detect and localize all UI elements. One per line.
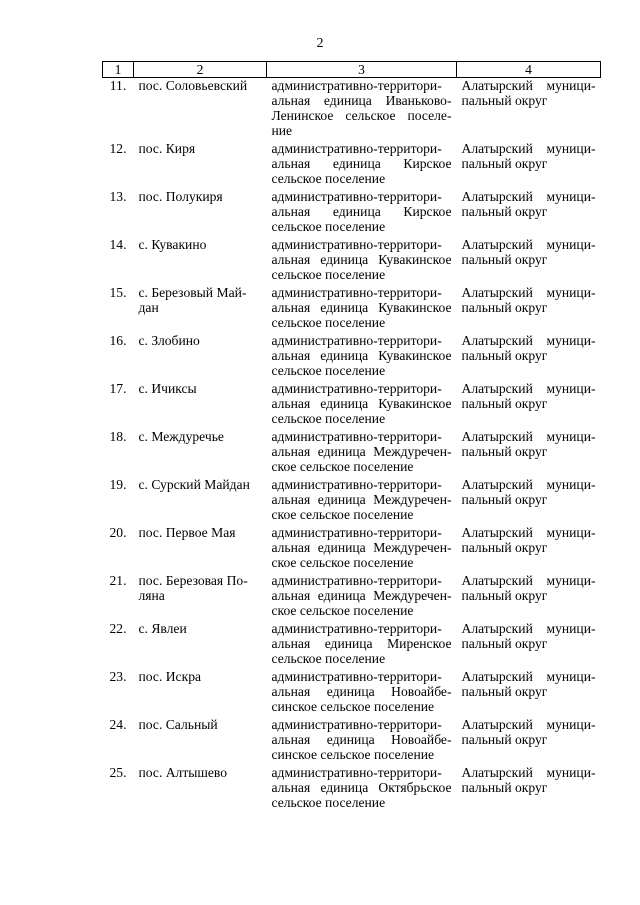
row-number: 15.: [109, 284, 127, 300]
row-number: 23.: [109, 668, 127, 684]
administrative-unit: административно-территори-альная единица Новоайбе-синское сельское поселение: [271, 668, 452, 714]
table-row: [103, 477, 601, 525]
table-row: [103, 525, 601, 573]
row-number: 18.: [109, 428, 127, 444]
table-row: [103, 333, 601, 381]
table-row: [103, 78, 601, 141]
administrative-unit: административно-территори-альная единица Кувакинское сельское поселение: [271, 236, 452, 282]
table-body: [103, 78, 601, 813]
row-number: 22.: [109, 620, 127, 636]
municipal-district: Алатырский муници-пальный округ: [461, 524, 596, 555]
municipal-district: Алатырский муници-пальный округ: [461, 572, 596, 603]
row-number: 14.: [109, 236, 127, 252]
settlement-name: пос. Сальный: [138, 716, 218, 732]
municipal-district: Алатырский муници-пальный округ: [461, 284, 596, 315]
settlement-name: с. Злобино: [138, 332, 200, 348]
administrative-unit: административно-территори-альная единица Октябрьское сельское поселение: [271, 764, 452, 810]
page-number: 2: [316, 36, 324, 51]
administrative-unit: административно-территори-альная единица Кувакинское сельское поселение: [271, 284, 452, 330]
municipal-district: Алатырский муници-пальный округ: [461, 380, 596, 411]
header-cell-2: 2: [134, 62, 267, 78]
settlement-name: пос. Полукиря: [138, 188, 223, 204]
settlement-name: пос. Первое Мая: [138, 524, 236, 540]
table-row: [103, 189, 601, 237]
municipal-district: Алатырский муници-пальный округ: [461, 236, 596, 267]
administrative-unit: административно-территори-альная единица Кирское сельское поселение: [271, 140, 452, 186]
municipal-district: Алатырский муници-пальный округ: [461, 140, 596, 171]
settlement-name: с. Ичиксы: [138, 380, 197, 396]
row-number: 19.: [109, 476, 127, 492]
settlement-name: с. Березовый Май-дан: [138, 284, 247, 315]
settlement-name: пос. Березовая По-ляна: [138, 572, 248, 603]
table-row: [103, 669, 601, 717]
row-number: 11.: [109, 78, 127, 93]
administrative-unit: административно-территори-альная единица Кувакинское сельское поселение: [271, 380, 452, 426]
table-row: [103, 237, 601, 285]
settlement-name: пос. Алтышево: [138, 764, 228, 780]
row-number: 21.: [109, 572, 127, 588]
header-cell-4: 4: [457, 62, 601, 78]
table-row: [103, 381, 601, 429]
administrative-unit: административно-территори-альная единица Междуречен-ское сельское поселение: [271, 476, 452, 522]
municipal-district: Алатырский муници-пальный округ: [461, 188, 596, 219]
settlement-name: с. Кувакино: [138, 236, 207, 252]
header-cell-3: 3: [267, 62, 457, 78]
municipal-district: Алатырский муници-пальный округ: [461, 78, 596, 108]
settlement-name: с. Междуречье: [138, 428, 224, 444]
table-row: [103, 285, 601, 333]
table-row: [103, 765, 601, 813]
table-row: [103, 717, 601, 765]
municipal-district: Алатырский муници-пальный округ: [461, 668, 596, 699]
row-number: 13.: [109, 188, 127, 204]
row-number: 25.: [109, 764, 127, 780]
settlement-name: с. Явлеи: [138, 620, 187, 636]
settlement-name: пос. Искра: [138, 668, 202, 684]
settlement-name: с. Сурский Майдан: [138, 476, 250, 492]
table-row: [103, 141, 601, 189]
administrative-unit: административно-территори-альная единица Миренское сельское поселение: [271, 620, 452, 666]
table-row: [103, 621, 601, 669]
settlement-name: пос. Киря: [138, 140, 196, 156]
table-row: [103, 429, 601, 477]
municipal-district: Алатырский муници-пальный округ: [461, 428, 596, 459]
administrative-unit: административно-территори-альная единица Новоайбе-синское сельское поселение: [271, 716, 452, 762]
header-row: [103, 62, 601, 78]
row-number: 20.: [109, 524, 127, 540]
administrative-unit: административно-территори-альная единица Иваньково-Ленинское сельское поселе-ние: [271, 78, 452, 138]
administrative-unit: административно-территори-альная единица Кувакинское сельское поселение: [271, 332, 452, 378]
administrative-unit: административно-территори-альная единица Кирское сельское поселение: [271, 188, 452, 234]
row-number: 24.: [109, 716, 127, 732]
municipal-district: Алатырский муници-пальный округ: [461, 764, 596, 795]
table-row: [103, 573, 601, 621]
row-number: 16.: [109, 332, 127, 348]
administrative-unit: административно-территори-альная единица Междуречен-ское сельское поселение: [271, 428, 452, 474]
municipal-district: Алатырский муници-пальный округ: [461, 620, 596, 651]
settlements-table: [102, 61, 601, 813]
administrative-unit: административно-территори-альная единица Междуречен-ское сельское поселение: [271, 572, 452, 618]
row-number: 12.: [109, 140, 127, 156]
row-number: 17.: [109, 380, 127, 396]
municipal-district: Алатырский муници-пальный округ: [461, 476, 596, 507]
administrative-unit: административно-территори-альная единица Междуречен-ское сельское поселение: [271, 524, 452, 570]
settlement-name: пос. Соловьевский: [138, 78, 248, 93]
municipal-district: Алатырский муници-пальный округ: [461, 332, 596, 363]
municipal-district: Алатырский муници-пальный округ: [461, 716, 596, 747]
header-cell-1: 1: [103, 62, 134, 78]
